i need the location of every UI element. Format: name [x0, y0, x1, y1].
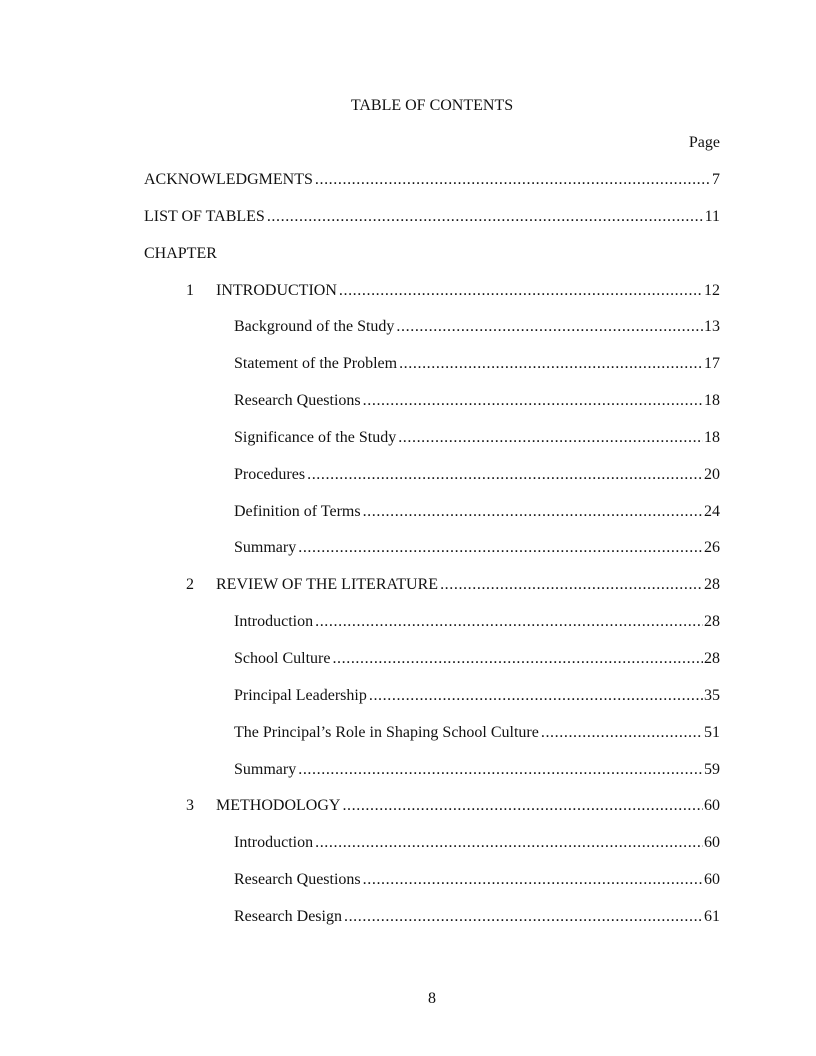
chapter-number: 3	[186, 797, 194, 815]
toc-section[interactable]	[144, 649, 720, 686]
toc-section[interactable]	[144, 428, 720, 465]
toc-entry-label: METHODOLOGY	[216, 797, 341, 815]
toc-entry-page: 51	[704, 723, 720, 741]
dot-leader	[267, 207, 704, 227]
page-title: TABLE OF CONTENTS	[350, 97, 514, 114]
dot-leader	[399, 354, 703, 374]
dot-leader	[396, 317, 703, 337]
toc-entry-label: Introduction	[234, 613, 314, 631]
toc-entry-label: REVIEW OF THE LITERATURE	[216, 576, 439, 594]
toc-entry-page: 18	[704, 392, 720, 410]
toc-section[interactable]	[144, 465, 720, 502]
dot-leader	[307, 465, 703, 485]
toc-entry-label: Principal Leadership	[234, 686, 367, 704]
toc-entry-label: Statement of the Problem	[234, 355, 398, 373]
dot-leader	[363, 870, 703, 890]
toc-entry-page: 26	[704, 539, 720, 557]
toc-entry-label: LIST OF TABLES	[144, 207, 265, 225]
toc-entry-label: Introduction	[234, 834, 314, 852]
toc-entry-page: 17	[704, 355, 720, 373]
page-column-label: Page	[688, 134, 720, 151]
toc-entry-label: INTRODUCTION	[216, 281, 337, 299]
toc-entry-page: 12	[704, 281, 720, 299]
dot-leader	[298, 538, 703, 558]
toc-entry-page: 20	[704, 465, 720, 483]
toc-section[interactable]	[144, 538, 720, 575]
toc-entry-page: 24	[704, 502, 720, 520]
page-number: 8	[428, 990, 436, 1007]
toc-entry-label: Summary	[234, 539, 297, 557]
dot-leader	[332, 649, 703, 669]
toc-entry-page: 35	[704, 686, 720, 704]
toc-section[interactable]	[144, 760, 720, 797]
toc-section[interactable]	[144, 354, 720, 391]
dot-leader	[298, 760, 703, 780]
chapter-number: 1	[186, 281, 194, 299]
toc-entry-page: 61	[704, 907, 720, 925]
toc-entry-acknowledgments[interactable]	[144, 170, 720, 207]
toc-entry-label: Research Questions	[234, 871, 361, 889]
toc-section[interactable]	[144, 686, 720, 723]
dot-leader	[315, 612, 703, 632]
dot-leader	[369, 686, 703, 706]
toc-entry-label: Procedures	[234, 465, 306, 483]
toc-entry-page: 7	[712, 171, 720, 188]
toc-entry-label: The Principal’s Role in Shaping School Culture	[234, 723, 539, 741]
dot-leader	[344, 907, 703, 927]
toc-section[interactable]	[144, 391, 720, 428]
toc-entry-page: 13	[704, 318, 720, 336]
toc-entry-page: 60	[704, 834, 720, 852]
dot-leader	[398, 428, 703, 448]
dot-leader	[363, 502, 703, 522]
toc-chapter-2[interactable]	[144, 575, 720, 612]
toc-section[interactable]	[144, 723, 720, 760]
toc-section[interactable]	[144, 833, 720, 870]
toc-chapter-3[interactable]	[144, 796, 720, 833]
toc-entry-label: ACKNOWLEDGMENTS	[144, 171, 313, 188]
toc-entry-page: 28	[704, 649, 720, 667]
toc-entry-label: Background of the Study	[234, 318, 395, 336]
toc-entry-list-of-tables[interactable]	[144, 207, 720, 244]
toc-section[interactable]	[144, 317, 720, 354]
toc-entry-page: 28	[704, 613, 720, 631]
dot-leader	[315, 170, 711, 190]
toc-entry-label: Definition of Terms	[234, 502, 361, 520]
toc-entry-page: 60	[704, 797, 720, 815]
toc-entry-page: 11	[704, 207, 720, 225]
toc-entry-label: Research Design	[234, 907, 342, 925]
chapter-number: 2	[186, 576, 194, 594]
dot-leader	[363, 391, 703, 411]
toc-entry-page: 28	[704, 576, 720, 594]
toc-section[interactable]	[144, 907, 720, 944]
toc-entry-page: 18	[704, 428, 720, 446]
toc-entry-label: Summary	[234, 760, 297, 778]
toc-entry-page: 59	[704, 760, 720, 778]
dot-leader	[315, 833, 703, 853]
dot-leader	[440, 575, 703, 595]
toc-chapter-1[interactable]	[144, 281, 720, 318]
toc-section[interactable]	[144, 502, 720, 539]
chapter-heading: CHAPTER	[144, 244, 217, 262]
toc-section[interactable]	[144, 612, 720, 649]
toc-entry-page: 60	[704, 871, 720, 889]
toc-list	[144, 170, 720, 944]
toc-entry-label: Research Questions	[234, 392, 361, 410]
toc-section[interactable]	[144, 870, 720, 907]
dot-leader	[342, 796, 703, 816]
dot-leader	[339, 281, 703, 301]
toc-entry-label: School Culture	[234, 649, 331, 667]
toc-entry-label: Significance of the Study	[234, 428, 397, 446]
dot-leader	[541, 723, 703, 743]
